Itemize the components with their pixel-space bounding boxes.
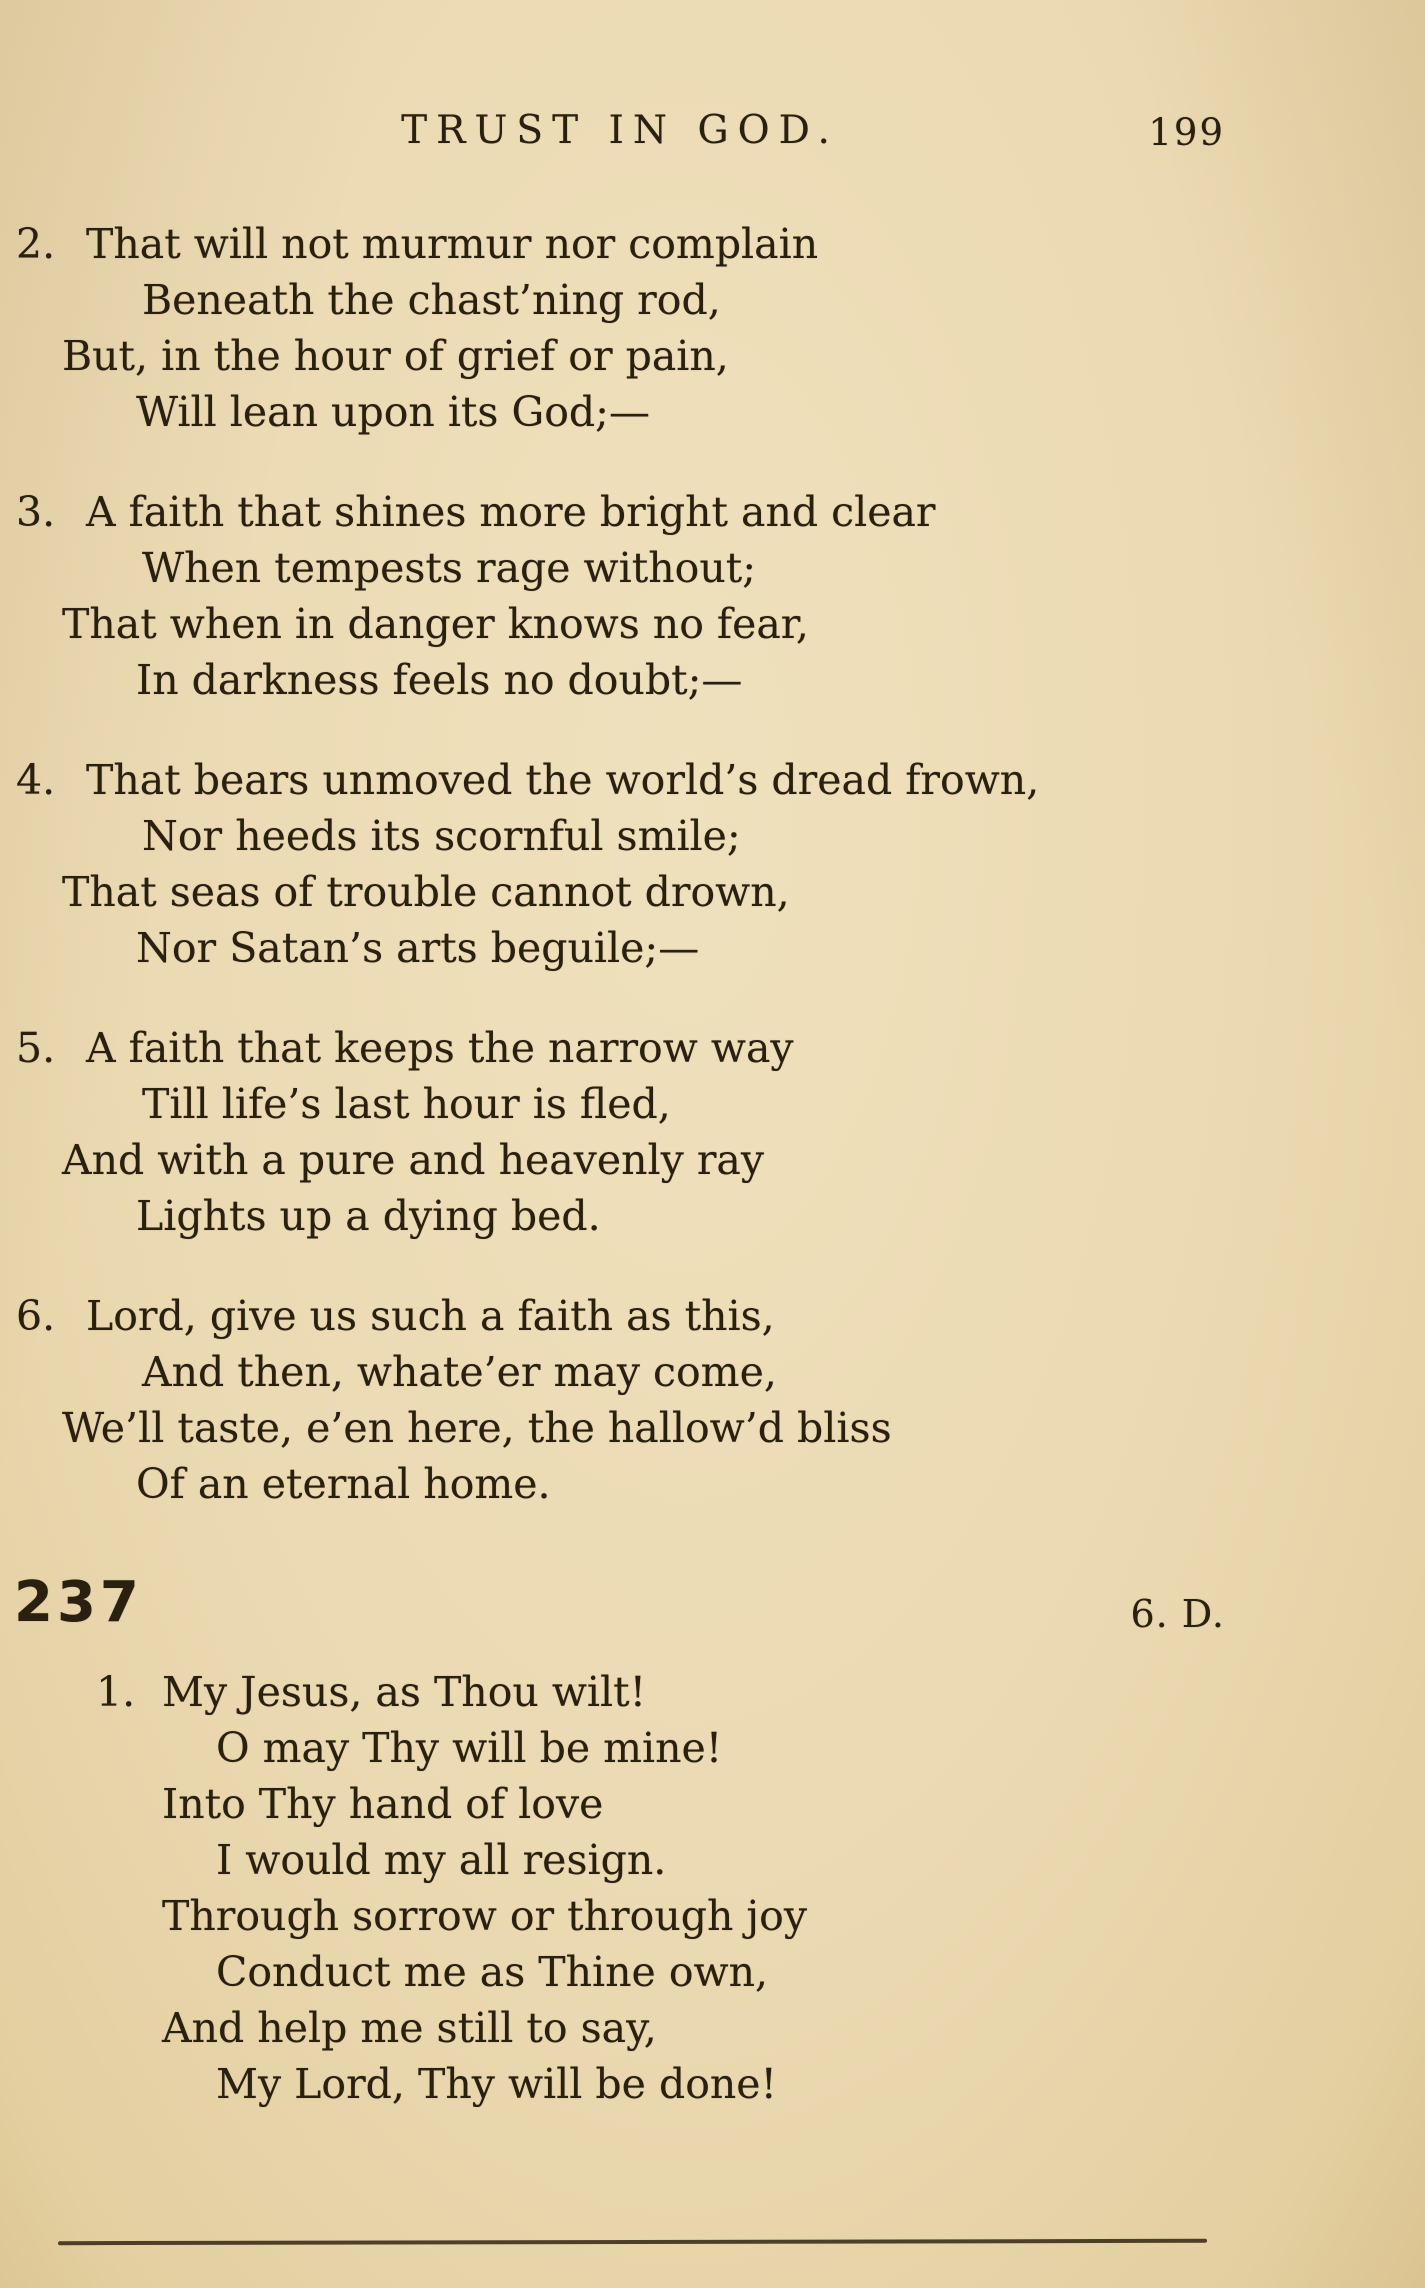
verse-lines <box>62 1020 1425 1244</box>
hymn-heading <box>14 1568 1425 1648</box>
verse-lines <box>62 484 1425 708</box>
verse <box>0 216 1425 440</box>
verse-line: Through sorrow or through joy <box>162 1892 807 1940</box>
verse <box>0 752 1425 976</box>
verse-line: Till life’s last hour is fled, <box>142 1080 671 1128</box>
verse-line: Will lean upon its God;— <box>136 388 650 436</box>
verse-line: Nor Satan’s arts beguile;— <box>136 924 700 972</box>
verse-line: And with a pure and heavenly ray <box>62 1136 765 1184</box>
verse-line: A faith that keeps the narrow way <box>86 1024 794 1072</box>
verse-line: My Jesus, as Thou wilt! <box>162 1668 647 1716</box>
page-number: 199 <box>1148 111 1225 154</box>
verse <box>0 1020 1425 1244</box>
verse-line: And then, whate’er may come, <box>142 1348 777 1396</box>
verse-lines <box>62 752 1425 976</box>
verse-number: 2. <box>16 220 56 268</box>
verse-lines <box>162 1664 1425 2112</box>
verse-line: My Lord, Thy will be done! <box>216 2060 778 2108</box>
verse <box>0 484 1425 708</box>
verse-line: Into Thy hand of love <box>162 1780 604 1828</box>
verse-number: 1. <box>96 1668 136 1716</box>
page-bottom-rule <box>58 2239 1207 2245</box>
verse-lines <box>62 1288 1425 1512</box>
verse-line: When tempests rage without; <box>142 544 757 592</box>
continued-hymn <box>0 216 1425 1512</box>
verse-line: O may Thy will be mine! <box>216 1724 723 1772</box>
verse-lines <box>62 216 1425 440</box>
verse-number: 5. <box>16 1024 56 1072</box>
verse-number: 6. <box>16 1292 56 1340</box>
verse-line: A faith that shines more bright and clear <box>86 488 936 536</box>
verse-line: Nor heeds its scornful smile; <box>142 812 741 860</box>
verse-line: Lights up a dying bed. <box>136 1192 601 1240</box>
verse-line: I would my all resign. <box>216 1836 667 1884</box>
verse-number: 3. <box>16 488 56 536</box>
verse-line: And help me still to say, <box>162 2004 657 2052</box>
hymn-meter: 6. D. <box>1130 1592 1225 1636</box>
verse <box>0 1288 1425 1512</box>
verse-line: Beneath the chast’ning rod, <box>142 276 721 324</box>
verse-line: That will not murmur nor complain <box>86 220 819 268</box>
verse-line: That bears unmoved the world’s dread frown, <box>86 756 1040 804</box>
verse-line: Of an eternal home. <box>136 1460 551 1508</box>
hymn-237 <box>0 1568 1425 2112</box>
running-title: TRUST IN GOD. <box>401 108 839 153</box>
verse-line: That seas of trouble cannot drown, <box>62 868 790 916</box>
verse-line: We’ll taste, e’en here, the hallow’d bliss <box>62 1404 892 1452</box>
verse-line: In darkness feels no doubt;— <box>136 656 743 704</box>
verse-line: Conduct me as Thine own, <box>216 1948 769 1996</box>
hymn-number: 237 <box>14 1570 143 1635</box>
verse <box>0 1664 1425 2112</box>
verse-line: Lord, give us such a faith as this, <box>86 1292 775 1340</box>
verse-line: That when in danger knows no fear, <box>62 600 809 648</box>
verse-number: 4. <box>16 756 56 804</box>
page-header <box>0 108 1425 164</box>
verse-line: But, in the hour of grief or pain, <box>62 332 729 380</box>
